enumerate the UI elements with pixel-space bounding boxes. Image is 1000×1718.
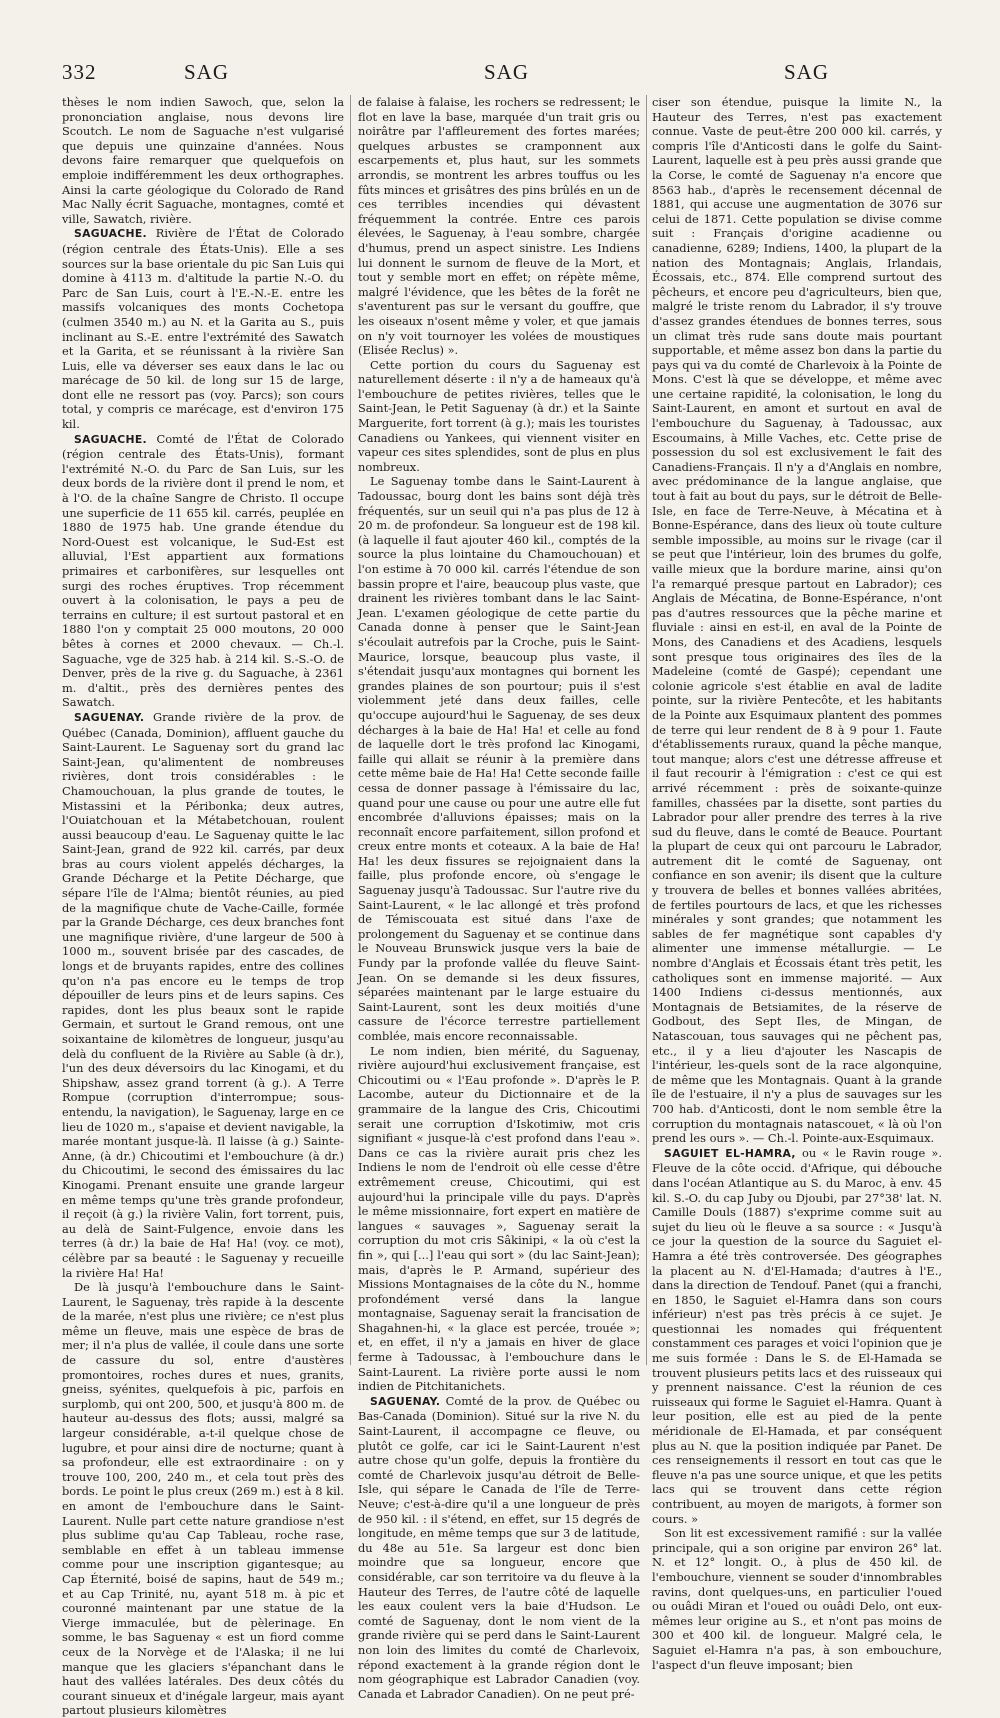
text-paragraph [358, 474, 640, 1043]
text-paragraph [652, 1526, 942, 1672]
text-column-3 [652, 95, 942, 1672]
page-header [0, 60, 1000, 94]
entry-text: Le nom indien, bien mérité, du Saguenay, rivière aujourd'hui exclusivement française, est Chicoutimi ou « l'Eau profonde ». D'après le P. Lacombe, auteur du Dictionnaire et de la grammaire de la langue des Cris, Chicoutimi serait une corruption d'Iskotimiw, mot cris signifiant « jusque-là c'est profond dans l'eau ». Dans ce cas la rivière aurait pris chez les Indiens le nom de l'endroit où elle cesse d'être extrêmement creuse, Chicoutimi, qui est aujourd'hui la principale ville du pays. D'après le même missionnaire, fort expert en matière de langues « sauvages », Saguenay serait la corruption du mot cris Sâkinipi, « la où c'est la fin », qui [...] l'eau qui sort » (du lac Saint-Jean); mais, d'après le P. Armand, supérieur des Missions Montagnaises de la côte du N., homme profondément versé dans la langue montagnaise, Saguenay serait la francisation de Shagahnen-hi, « la glace est percée, trouée »; et, en effet, il n'y a jamais en hiver de glace ferme à Tadoussac, à l'embouchure dans le Saint-Laurent. La rivière porte aussi le nom indien de Pitchitanichets. [358, 1043, 640, 1394]
entry-text: ciser son étendue, puisque la limite N., la Hauteur des Terres, n'est pas exactement connue. Vaste de peut-être 200 000 kil. carrés, y compris l'île d'Anticosti dans le golfe du Saint-Laurent, laquelle est à peu près aussi grande que la Corse, le comté de Saguenay n'a encore que 8563 hab., d'après le recensement décennal de 1881, qui accuse une augmentation de 3076 sur celui de 1871. Cette population se divise comme suit : Français d'origine acadienne ou canadienne, 6289; Indiens, 1400, la plupart de la nation des Montagnais; Anglais, Irlandais, Écossais, etc., 874. Elle comprend surtout des pêcheurs, et encore peu d'agriculteurs, bien que, malgré le triste renom du Labrador, il s'y trouve d'assez grandes étendues de bonnes terres, sous un climat très rude sans doute mais pourtant supportable, et même assez bon dans la partie du pays qui va du comté de Charlevoix à la Pointe de Mons. C'est là que se développe, et même avec une certaine rapidité, la colonisation, le long du Saint-Laurent, en amont et surtout en aval de l'embouchure du Saguenay, à Tadoussac, aux Escoumains, à Mille Vaches, etc. Cette prise de possession du sol est exclusivement le fait des Canadiens-Français. Il n'y a d'Anglais en nombre, avec prédominance de la langue anglaise, que tout à fait au bout du pays, sur le détroit de Belle-Isle, en face de Terre-Neuve, à Mécatina et à Bonne-Espérance, dans des lieux où toute culture semble impossible, au moins sur le rivage (car il se peut que l'intérieur, loin des brumes du golfe, vaille mieux que la bordure marine, ainsi qu'on l'a remarqué presque partout en Labrador); ces Anglais de Mécatina, de Bonne-Espérance, n'ont pas d'autres ressources que la pêche marine et fluviale : ainsi en est-il, en aval de la Pointe de Mons, des Canadiens et des Acadiens, lesquels sont presque tous originaires des îles de la Madeleine (comté de Gaspé); cependant une colonie agricole s'est établie en aval de ladite pointe, sur la rivière Pentecôte, et les habitants de la Pointe aux Esquimaux plantent des pommes de terre qui leur rendent de 8 à 9 pour 1. Faute d'établissements ruraux, quand la pêche manque, tout manque; alors c'est une détresse affreuse et il faut recourir à l'émigration : c'est ce qui est arrivé récemment : près de soixante-quinze familles, chassées par la disette, sont parties du Labrador pour aller prendre des terres à la rive sud du fleuve, dans le comté de Beauce. Pourtant la plupart de ceux qui ont parcouru le Labrador, autrement dit le comté de Saguenay, ont confiance en son avenir; ils disent que la culture y trouvera de belles et bonnes vallées abritées, de fertiles pourtours de lacs, et que les richesses minérales y sont grandes; que notamment les sables de fer magnétique sont capables d'y alimenter une immense métallurgie. — Le nombre d'Anglais et Écossais étant très petit, les catholiques sont en immense majorité. — Aux 1400 Indiens ci-dessus mentionnés, aux Montagnais de Betsiamites, de la réserve de Godbout, des Sept Iles, de Mingan, de Natascouan, tous sauvages qui ne pêchent pas, etc., il y a lieu d'ajouter les Nascapis de l'intérieur, les-quels sont de la race algonquine, de même que les Montagnais. Quant à la grande île de l'estuaire, il n'y a plus de sauvages sur les 700 hab. d'Anticosti, dont le nom semble être la corruption du montagnais natascouet, « là où l'on prend les ours ». — Ch.-l. Pointe-aux-Esquimaux. [652, 95, 942, 1146]
entry-text: Comté de l'État de Colorado (région centrale des États-Unis), formant l'extrémité N.-O. du Parc de San Luis, sur les deux bords de la rivière dont il prend le nom, et à l'O. de la chaîne Sangre de Christo. Il occupe une superficie de 11 655 kil. carrés, peuplée en 1880 de 1975 hab. Une grande étendue du Nord-Ouest est volcanique, le Sud-Est est alluvial, l'Est appartient aux formations primaires et carbonifères, sur lesquelles ont surgi des roches éruptives. Trop récemment ouvert à la colonisation, le pays a peu de terrains en culture; il est surtout pastoral et en 1880 l'on y comptait 25 000 moutons, 20 000 bêtes à cornes et 2000 chevaux. — Ch.-l. Saguache, vge de 325 hab. à 214 kil. S.-S.-O. de Denver, près de la rive g. du Saguache, à 2361 m. d'altit., près des dernières pentes des Sawatch. [62, 431, 344, 710]
entry-text: Le Saguenay tombe dans le Saint-Laurent à Tadoussac, bourg dont les bains sont déjà très fréquentés, sur un seuil qui n'a pas plus de 12 à 20 m. de profondeur. Sa longueur est de 198 kil. (à laquelle il faut ajouter 460 kil., comptés de la source la plus lointaine du Chamouchouan) et l'on estime à 70 000 kil. carrés l'étendue de son bassin propre et l'aire, beaucoup plus vaste, que drainent les rivières tombant dans le lac Saint-Jean. L'examen géologique de cette partie du Canada donne à penser que le Saint-Jean s'écoulait autrefois par la Croche, puis le Saint-Maurice, lorsque, beaucoup plus vaste, il s'étendait jusqu'aux montagnes qui bornent les grandes plaines de son pourtour; puis il s'est violemment jeté dans deux failles, celle qu'occupe aujourd'hui le Saguenay, de ses deux décharges à la baie de Ha! Ha! et celle au fond de laquelle dort le très profond lac Kinogami, faille qui allait se réunir à la première dans cette même baie de Ha! Ha! Cette seconde faille cessa de donner passage à l'émissaire du lac, quand pour une cause ou pour une autre elle fut encombrée d'alluvions épaisses; mais on la reconnaît encore parfaitement, sillon profond et creux entre monts et coteaux. A la baie de Ha! Ha! les deux fissures se rejoignaient dans la faille, plus profonde encore, où s'engage le Saguenay jusqu'à Tadoussac. Sur l'autre rive du Saint-Laurent, « le lac allongé et très profond de Témiscouata est situé dans l'axe de prolongement du Saguenay et se continue dans le Nouveau Brunswick jusque vers la baie de Fundy par la profonde vallée du fleuve Saint-Jean. On se demande si les deux fissures, séparées maintenant par le large estuaire du Saint-Laurent, sont les deux moitiés d'une cassure de l'écorce terrestre partiellement comblée, mais encore reconnaissable. [358, 474, 640, 1043]
entry-text: Comté de la prov. de Québec ou Bas-Canada (Dominion). Situé sur la rive N. du Saint-Laurent, il accompagne ce fleuve, ou plutôt ce golfe, car ici le Saint-Laurent n'est autre chose qu'un golfe, depuis la frontière du comté de Charlevoix jusqu'au détroit de Belle-Isle, qui sépare le Canada de l'île de Terre-Neuve; c'est-à-dire qu'il a une longueur de près de 950 kil. : il s'étend, en effet, sur 15 degrés de longitude, en même temps que sur 3 de latitude, du 48e au 51e. Sa largeur est donc bien moindre que sa longueur, encore que considérable, car son territoire va du fleuve à la Hauteur des Terres, de l'autre côté de laquelle les eaux coulent vers la baie d'Hudson. Le comté de Saguenay, dont le nom vient de la grande rivière qui se perd dans le Saint-Laurent non loin des limites du comté de Charlevoix, répond exactement à la grande région dont le nom géographique est Labrador Canadien (voy. Canada et Labrador Canadien). On ne peut pré- [358, 1393, 640, 1701]
entry-text: Grande rivière de la prov. de Québec (Canada, Dominion), affluent gauche du Saint-Laurent. Le Saguenay sort du grand lac Saint-Jean, qu'alimentent de nombreuses rivières, dont trois considérables : le Chamouchouan, la plus grande de toutes, le Mistassini et la Péribonka; deux autres, l'Ouiatchouan et la Métabetchouan, roulent aussi beaucoup d'eau. Le Saguenay quitte le lac Saint-Jean, grand de 922 kil. carrés, par deux bras au cours violent appelés décharges, la Grande Décharge et la Petite Décharge, que sépare l'île de l'Alma; bientôt réunies, au pied de la magnifique chute de Vache-Caille, formée par la Grande Décharge, ces deux branches font une magnifique rivière, d'une largeur de 500 à 1000 m., souvent brisée par des cascades, de longs et de bruyants rapides, entre des collines qu'on n'a pas encore eu le temps de trop dépouiller de leurs pins et de leurs sapins. Ces rapides, dont les plus beaux sont le rapide Germain, et surtout le Grand remous, ont une soixantaine de kilomètres de longueur, jusqu'au delà du confluent de la Rivière au Sable (à dr.), l'un des deux déversoirs du lac Kinogami, et du Shipshaw, assez grand torrent (à g.). A Terre Rompue (corruption d'interrompue; sous-entendu, la navigation), le Saguenay, large en ce lieu de 1020 m., s'apaise et devient navigable, la marée montant jusque-là. Il laisse (à g.) Sainte-Anne, (à dr.) Chicoutimi et l'embouchure (à dr.) du Chicoutimi, le second des émissaires du lac Kinogami. Prenant ensuite une grande largeur en même temps qu'une très grande profondeur, il reçoit (à g.) la rivière Valin, fort torrent, puis, au delà de Saint-Fulgence, envoie dans les terres (à dr.) la baie de Ha! Ha! (voy. ce mot), célèbre par sa beauté : le Saguenay y recueille la rivière Ha! Ha! [62, 709, 344, 1280]
entry-text: thèses le nom indien Sawoch, que, selon la prononciation anglaise, nous devons lire Scoutch. Le nom de Saguache n'est vulgarisé que depuis une quinzaine d'années. Nous devons faire remarquer que quelquefois on emploie indifféremment les deux orthographes. Ainsi la carte géologique du Colorado de Rand Mac Nally écrit Saguache, montagnes, comté et ville, Sawatch, rivière. [62, 95, 344, 226]
entry-headword: SAGUACHE. [74, 432, 147, 446]
entry-text: Cette portion du cours du Saguenay est naturellement déserte : il n'y a de hameaux qu'à l'embouchure de petites rivières, telles que le Saint-Jean, le Petit Saguenay (à dr.) et la Sainte Marguerite, fort torrent (à g.); mais les touristes Canadiens ou Yankees, qui viennent visiter en vapeur ces sites splendides, sont de plus en plus nombreux. [358, 357, 640, 474]
entry-paragraph [62, 226, 344, 431]
text-paragraph [358, 1044, 640, 1394]
entry-text: Rivière de l'État de Colorado (région centrale des États-Unis). Elle a ses sources sur la base orientale du pic San Luis qui domine à 4113 m. d'altitude la partie N.-O. du Parc de San Luis, court à l'E.-N.-E. entre les massifs volcaniques des monts Cochetopa (culmen 3540 m.) au N. et la Garita au S., puis inclinant au S.-E. entre l'extrémité des Sawatch et la Garita, et se réunissant à la rivière San Luis, elle va déverser ses eaux dans le lac ou marécage de 50 kil. de long sur 15 de large, dont elle ne ressort pas (voy. Parcs); son cours total, y compris ce marécage, est d'environ 175 kil. [62, 226, 344, 432]
text-paragraph [358, 358, 640, 475]
text-paragraph [652, 95, 942, 1146]
text-column-2 [358, 95, 640, 1701]
text-paragraph [358, 95, 640, 358]
running-head-center: SAG [484, 60, 530, 84]
entry-headword: SAGUACHE. [74, 227, 147, 241]
entry-headword: SAGUENAY. [370, 1394, 441, 1408]
page-number: 332 [62, 60, 97, 84]
entry-text: de falaise à falaise, les rochers se redressent; le flot en lave la base, marquée d'un trait gris ou noirâtre par l'affleurement des fortes marées; quelques arbustes se cramponnent aux escarpements et, plus haut, sur les sommets arrondis, se montrent les arbres touffus ou les fûts minces et grisâtres des pins brûlés en un de ces terribles incendies qui dévastent fréquemment la contrée. Entre ces parois élevées, le Saguenay, à l'eau sombre, chargée d'humus, prend un aspect sinistre. Les Indiens lui donnent le surnom de fleuve de la Mort, et tout y semble mort en effet; on répète même, malgré l'évidence, que les bêtes de la forêt ne s'aventurent pas sur le versant du gouffre, que les oiseaux n'osent même y voler, et que jamais on n'y voit tournoyer les volées de moustiques (Elisée Reclus) ». [358, 95, 640, 358]
text-paragraph [62, 1280, 344, 1718]
entry-text: Son lit est excessivement ramifié : sur la vallée principale, qui a son origine par environ 26° lat. N. et 12° longit. O., à plus de 450 kil. de l'embouchure, viennent se souder d'innombrables ravins, dont quelques-uns, en particulier l'oued ou ouâdi Miran et l'oued ou ouâdi Delo, ont eux-mêmes leur origine au S., et n'ont pas moins de 300 et 400 kil. de longueur. Malgré cela, le Saguiet el-Hamra n'a pas, à son embouchure, l'aspect d'un fleuve imposant; bien [652, 1526, 942, 1672]
text-paragraph [62, 95, 344, 226]
entry-paragraph [652, 1146, 942, 1526]
entry-text: ou « le Ravin rouge ». Fleuve de la côte occid. d'Afrique, qui débouche dans l'océan Atlantique au S. du Maroc, à env. 45 kil. S.-O. du cap Juby ou Djoubi, par 27°38' lat. N. Camille Douls (1887) s'exprime comme suit au sujet du lieu où le fleuve a sa source : « Jusqu'à ce jour la question de la source du Saguiet el-Hamra a été très controversée. Des géographes la placent au N. d'El-Hamada; d'autres à l'E., dans la direction de Tendouf. Panet (qui a franchi, en 1850, le Saguiet el-Hamra dans son cours inférieur) n'est pas très précis à ce sujet. Je questionnai les nomades qui fréquentent constamment ces parages et voici l'opinion que je me suis formée : Dans le S. de El-Hamada se trouvent plusieurs petits lacs et des ruisseaux qui y prennent naissance. C'est la réunion de ces ruisseaux qui forme le Saguiet el-Hamra. Quant à leur position, elle est au pied de la pente méridionale de El-Hamada, et par conséquent plus au N. que la position indiquée par Panet. De ces renseignements il ressort en tout cas que le fleuve n'a pas une source unique, et que les petits lacs qui se trouvent dans cette région contribuent, au moyen de marigots, à former son cours. » [652, 1145, 942, 1526]
entry-paragraph [358, 1394, 640, 1701]
column-rule [350, 95, 351, 1365]
entry-headword: SAGUENAY. [74, 710, 145, 724]
entry-headword: SAGUIET EL-HAMRA, [664, 1146, 796, 1160]
running-head-right: SAG [784, 60, 830, 84]
text-column-1 [62, 95, 344, 1718]
entry-text: De là jusqu'à l'embouchure dans le Saint-Laurent, le Saguenay, très rapide à la descente de la marée, n'est plus une rivière; ce n'est plus même un fleuve, mais une espèce de bras de mer; il n'a plus de vallée, il coule dans une sorte de cassure du sol, entre d'austères promontoires, roches dures et nues, granits, gneiss, syénites, quelquefois à pic, parfois en surplomb, qui ont 200, 500, et jusqu'à 800 m. de hauteur au-dessus des flots; aussi, malgré sa largeur considérable, a-t-il quelque chose de lugubre, et pour ainsi dire de nocturne; quant à sa profondeur, elle est extraordinaire : on y trouve 100, 200, 240 m., et cela tout près des bords. Le point le plus creux (269 m.) est à 8 kil. en amont de l'embouchure dans le Saint-Laurent. Nulle part cette nature grandiose n'est plus sublime qu'au Cap Tableau, roche rase, semblable en effet à un tableau immense comme pour une inscription gigantesque; au Cap Éternité, boisé de sapins, haut de 549 m.; et au Cap Trinité, nu, ayant 518 m. à pic et couronné maintenant par une statue de la Vierge immaculée, but de pèlerinage. En somme, le bas Saguenay « est un fiord comme ceux de la Norvège et de l'Alaska; il ne lui manque que les glaciers s'épanchant dans le haut des vallées latérales. Des deux côtés du courant sinueux et d'inégale largeur, mais ayant partout plusieurs kilomètres [62, 1280, 344, 1718]
running-head-left: SAG [184, 60, 230, 84]
entry-paragraph [62, 710, 344, 1280]
entry-paragraph [62, 432, 344, 710]
column-rule [646, 95, 647, 1365]
